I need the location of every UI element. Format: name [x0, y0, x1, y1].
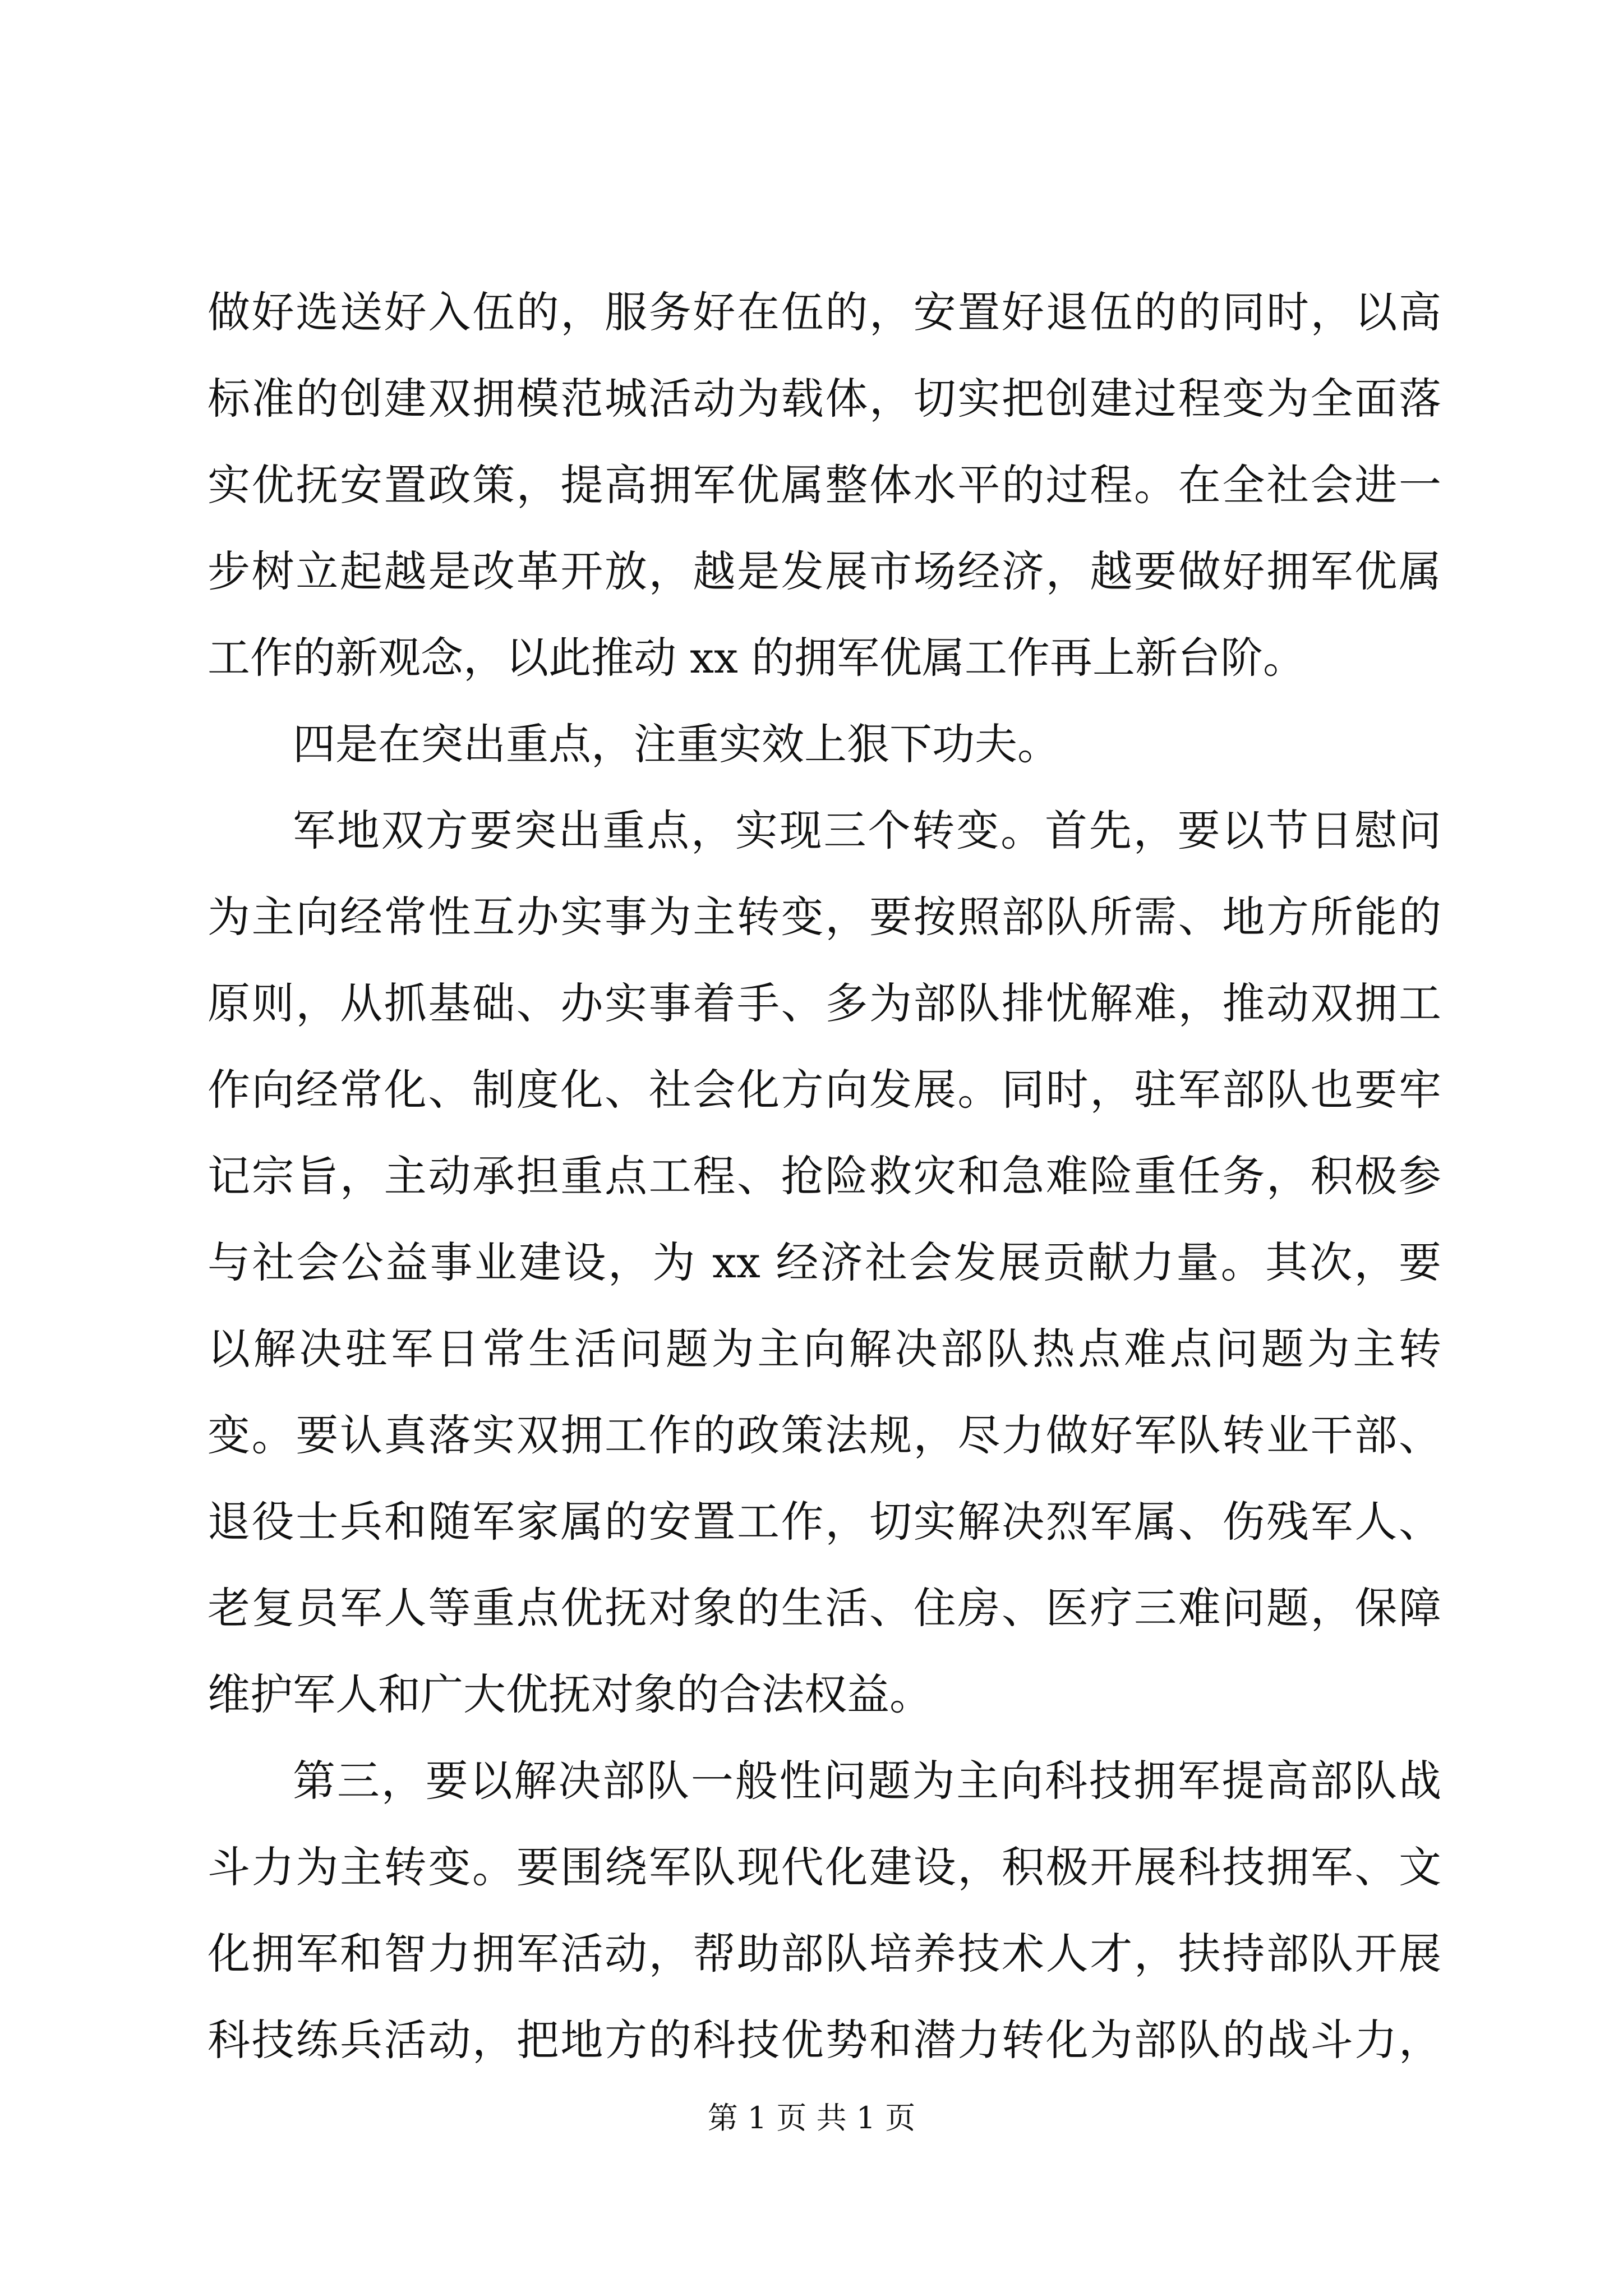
text-line: 做好选送好入伍的，服务好在伍的，安置好退伍的的同时，以高 — [208, 287, 1441, 337]
text-line: 实优抚安置政策，提高拥军优属整体水平的过程。在全社会进一 — [208, 460, 1441, 510]
text-line: 老复员军人等重点优抚对象的生活、住房、医疗三难问题，保障 — [208, 1583, 1441, 1633]
text-line: 第三，要以解决部队一般性问题为主向科技拥军提高部队战 — [293, 1756, 1441, 1806]
text-line: 与社会公益事业建设，为 xx 经济社会发展贡献力量。其次，要 — [208, 1237, 1441, 1287]
text-line: 工作的新观念，以此推动 xx 的拥军优属工作再上新台阶。 — [208, 633, 1306, 683]
text-line: 化拥军和智力拥军活动，帮助部队培养技术人才，扶持部队开展 — [208, 1929, 1441, 1978]
page-footer: 第 1 页 共 1 页 — [707, 2100, 916, 2136]
text-line: 斗力为主转变。要围绕军队现代化建设，积极开展科技拥军、文 — [208, 1842, 1441, 1892]
document-body — [208, 269, 1441, 2083]
text-line: 变。要认真落实双拥工作的政策法规，尽力做好军队转业干部、 — [208, 1410, 1441, 1460]
text-line: 科技练兵活动，把地方的科技优势和潜力转化为部队的战斗力， — [208, 2015, 1441, 2065]
text-line: 步树立起越是改革开放，越是发展市场经济，越要做好拥军优属 — [208, 546, 1441, 596]
text-line: 以解决驻军日常生活问题为主向解决部队热点难点问题为主转 — [208, 1324, 1441, 1374]
text-line: 作向经常化、制度化、社会化方向发展。同时，驻军部队也要牢 — [208, 1065, 1441, 1115]
text-line: 原则，从抓基础、办实事着手、多为部队排忧解难，推动双拥工 — [208, 978, 1441, 1028]
text-line: 标准的创建双拥模范城活动为载体，切实把创建过程变为全面落 — [208, 374, 1441, 424]
text-line: 退役士兵和随军家属的安置工作，切实解决烈军属、伤残军人、 — [208, 1497, 1441, 1547]
text-line: 为主向经常性互办实事为主转变，要按照部队所需、地方所能的 — [208, 892, 1441, 942]
text-line: 军地双方要突出重点，实现三个转变。首先，要以节日慰问 — [293, 806, 1441, 855]
text-line: 维护军人和广大优抚对象的合法权益。 — [208, 1669, 932, 1719]
text-line: 四是在突出重点，注重实效上狠下功夫。 — [293, 719, 1060, 769]
text-line: 记宗旨，主动承担重点工程、抢险救灾和急难险重任务，积极参 — [208, 1151, 1441, 1201]
